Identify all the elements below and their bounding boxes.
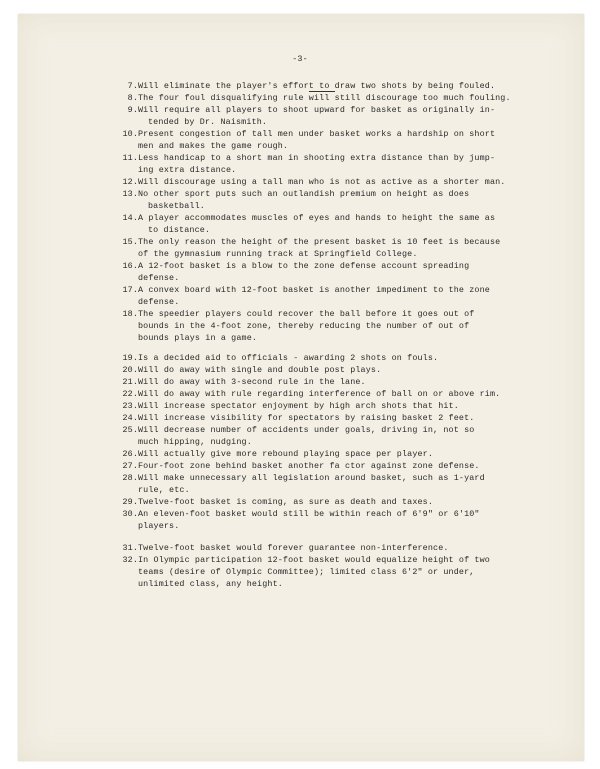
item-number: 8. [127, 93, 138, 103]
item-text: Will do away with 3-second rule in the lane. [138, 377, 366, 387]
item-number: 21. [122, 377, 138, 387]
item-text: Four-foot zone behind basket another fa ctor against zone defense. [138, 461, 480, 471]
item-text: A 12-foot basket is a blow to the zone defense account spreading defense. [138, 261, 470, 283]
item-text: Present congestion of tall men under basket works a hardship on short men and makes the game rough. [138, 129, 496, 151]
item-text: Will do away with single and double post plays. [138, 365, 382, 375]
item-number: 11. [122, 153, 138, 163]
item-number: 20. [122, 365, 138, 375]
item-text: Will increase visibility for spectators by raising basket 2 feet. [138, 413, 475, 423]
item-number: 29. [122, 497, 138, 507]
item-number: 13. [122, 189, 138, 199]
item-text: Will actually give more rebound playing space per player. [138, 449, 434, 459]
item-number: 9. [127, 105, 138, 115]
item-text: Will increase spectator enjoyment by high arch shots that hit. [138, 401, 459, 411]
item-text: A player accommodates muscles of eyes and hands to height the same as to distance. [138, 213, 496, 235]
item-number: 30. [122, 509, 138, 519]
item-text: The four foul disqualifying rule will still discourage too much fouling. [138, 93, 511, 103]
item-text: Twelve-foot basket would forever guarantee non-interference. [138, 543, 449, 553]
item-text: Is a decided aid to officials - awarding 2 shots on fouls. [138, 353, 439, 363]
item-number: 7. [127, 81, 138, 91]
item-number: 16. [122, 261, 138, 271]
item-number: 27. [122, 461, 138, 471]
item-text: An eleven-foot basket would still be within reach of 6'9" or 6'10" players. [138, 509, 480, 531]
item-text: A convex board with 12-foot basket is another impediment to the zone defense. [138, 285, 490, 307]
item-number: 31. [122, 543, 138, 553]
item-number: 14. [122, 213, 138, 223]
item-number: 26. [122, 449, 138, 459]
item-text: Less handicap to a short man in shooting extra distance than by jump- ing extra distance. [138, 153, 496, 175]
item-text: Will eliminate the player's effort to draw two shots by being fouled. [138, 81, 496, 91]
item-number: 24. [122, 413, 138, 423]
item-text: The speedier players could recover the ball before it goes out of bounds in the 4-foot zone, thereby reducing the number of out of bounds plays in a game. [138, 309, 475, 343]
item-text: Will do away with rule regarding interference of ball on or above rim. [138, 389, 501, 399]
item-number: 19. [122, 353, 138, 363]
item-text: Will require all players to shoot upward for basket as originally in- tended by Dr. Naismith. [138, 105, 496, 127]
correction-mark [309, 91, 335, 92]
item-number: 10. [122, 129, 138, 139]
item-text: The only reason the height of the present basket is 10 feet is because of the gymnasium running track at Springfield College. [138, 237, 501, 259]
item-number: 15. [122, 237, 138, 247]
item-text: In Olympic participation 12-foot basket would equalize height of two teams (desire of Olympic Committee); limited class 6'2" or under, unlimited class, any height. [138, 555, 490, 589]
item-text: No other sport puts such an outlandish premium on height as does basketball. [138, 189, 470, 211]
item-text: Will make unnecessary all legislation around basket, such as 1-yard rule, etc. [138, 473, 485, 495]
item-number: 25. [122, 425, 138, 435]
item-text: Twelve-foot basket is coming, as sure as death and taxes. [138, 497, 434, 507]
item-number: 18. [122, 309, 138, 319]
item-number: 28. [122, 473, 138, 483]
item-number: 12. [122, 177, 138, 187]
item-number: 23. [122, 401, 138, 411]
item-text: Will decrease number of accidents under goals, driving in, not so much hipping, nudging. [138, 425, 475, 447]
item-number: 17. [122, 285, 138, 295]
item-number: 22. [122, 389, 138, 399]
item-number: 32. [122, 555, 138, 565]
page-number: -3- [292, 54, 308, 64]
item-text: Will discourage using a tall man who is not as active as a shorter man. [138, 177, 506, 187]
